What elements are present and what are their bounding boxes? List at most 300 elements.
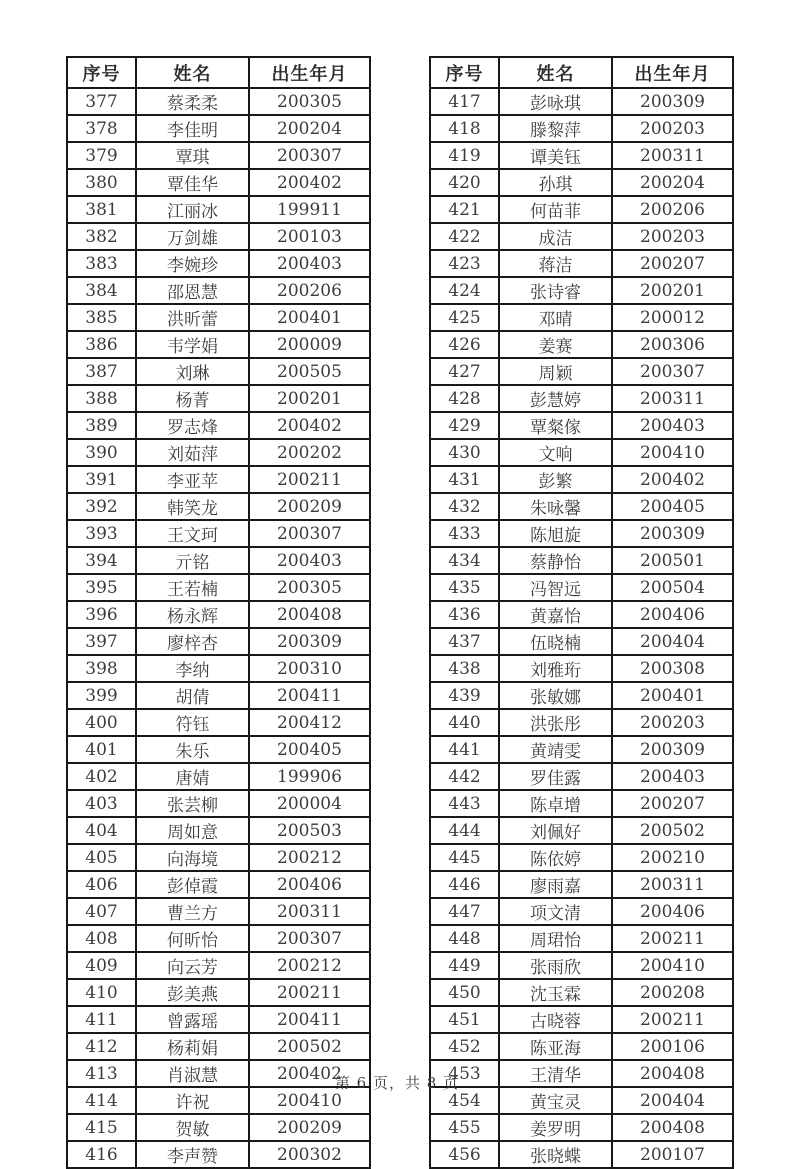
table-row <box>430 790 733 817</box>
table-row <box>430 844 733 871</box>
name-cell: 张诗睿 <box>499 277 612 304</box>
birthdate-cell: 200503 <box>249 817 370 844</box>
birthdate-cell: 200405 <box>249 736 370 763</box>
name-cell: 刘琳 <box>136 358 249 385</box>
name-cell: 王若楠 <box>136 574 249 601</box>
table-row <box>430 898 733 925</box>
birthdate-cell: 200310 <box>249 655 370 682</box>
serial-cell: 452 <box>430 1033 499 1060</box>
serial-cell: 410 <box>67 979 136 1006</box>
name-cell: 邵恩慧 <box>136 277 249 304</box>
table-row <box>67 1006 370 1033</box>
name-cell: 廖梓杏 <box>136 628 249 655</box>
birthdate-cell: 200308 <box>612 655 733 682</box>
serial-cell: 389 <box>67 412 136 439</box>
birthdate-cell: 200207 <box>612 790 733 817</box>
name-cell: 亓铭 <box>136 547 249 574</box>
serial-cell: 443 <box>430 790 499 817</box>
serial-cell: 428 <box>430 385 499 412</box>
serial-cell: 439 <box>430 682 499 709</box>
birthdate-cell: 200307 <box>249 520 370 547</box>
table-row <box>430 385 733 412</box>
birthdate-cell: 200302 <box>249 1141 370 1168</box>
serial-cell: 382 <box>67 223 136 250</box>
name-cell: 覃琪 <box>136 142 249 169</box>
table-row <box>430 520 733 547</box>
table-row <box>430 682 733 709</box>
birthdate-cell: 199911 <box>249 196 370 223</box>
name-cell: 贺敏 <box>136 1114 249 1141</box>
table-row <box>430 952 733 979</box>
name-cell: 成洁 <box>499 223 612 250</box>
birthdate-cell: 200207 <box>612 250 733 277</box>
birthdate-cell: 200309 <box>612 736 733 763</box>
name-cell: 陈亚海 <box>499 1033 612 1060</box>
birthdate-cell: 200309 <box>249 628 370 655</box>
birthdate-cell: 200406 <box>249 871 370 898</box>
serial-cell: 407 <box>67 898 136 925</box>
serial-cell: 396 <box>67 601 136 628</box>
name-cell: 李声赞 <box>136 1141 249 1168</box>
table-row <box>430 196 733 223</box>
birthdate-cell: 200311 <box>612 142 733 169</box>
name-cell: 胡倩 <box>136 682 249 709</box>
table-row <box>430 763 733 790</box>
column-header-birthdate: 出生年月 <box>249 57 370 88</box>
name-cell: 覃佳华 <box>136 169 249 196</box>
serial-cell: 446 <box>430 871 499 898</box>
birthdate-cell: 200406 <box>612 898 733 925</box>
name-cell: 沈玉霖 <box>499 979 612 1006</box>
birthdate-cell: 200210 <box>612 844 733 871</box>
serial-cell: 409 <box>67 952 136 979</box>
name-cell: 陈卓增 <box>499 790 612 817</box>
name-cell: 张敏娜 <box>499 682 612 709</box>
header-row <box>67 57 370 88</box>
serial-cell: 408 <box>67 925 136 952</box>
name-cell: 符钰 <box>136 709 249 736</box>
table-row <box>430 1141 733 1168</box>
name-cell: 彭咏琪 <box>499 88 612 115</box>
table-row <box>67 1141 370 1168</box>
birthdate-cell: 200403 <box>612 763 733 790</box>
name-cell: 江丽冰 <box>136 196 249 223</box>
table-row <box>67 520 370 547</box>
serial-cell: 417 <box>430 88 499 115</box>
table-row <box>430 574 733 601</box>
serial-cell: 455 <box>430 1114 499 1141</box>
name-cell: 朱乐 <box>136 736 249 763</box>
birthdate-cell: 200107 <box>612 1141 733 1168</box>
name-cell: 滕黎萍 <box>499 115 612 142</box>
serial-cell: 415 <box>67 1114 136 1141</box>
birthdate-cell: 200004 <box>249 790 370 817</box>
column-header-serial: 序号 <box>430 57 499 88</box>
serial-cell: 420 <box>430 169 499 196</box>
name-cell: 向海境 <box>136 844 249 871</box>
birthdate-cell: 200403 <box>249 547 370 574</box>
birthdate-cell: 200502 <box>612 817 733 844</box>
table-row <box>67 412 370 439</box>
serial-cell: 430 <box>430 439 499 466</box>
birthdate-cell: 200401 <box>249 304 370 331</box>
serial-cell: 437 <box>430 628 499 655</box>
column-header-name: 姓名 <box>136 57 249 88</box>
birthdate-cell: 200410 <box>612 439 733 466</box>
name-cell: 杨菁 <box>136 385 249 412</box>
birthdate-cell: 199906 <box>249 763 370 790</box>
serial-cell: 442 <box>430 763 499 790</box>
table-row <box>67 547 370 574</box>
birthdate-cell: 200403 <box>249 250 370 277</box>
table-row <box>67 331 370 358</box>
name-cell: 万剑雄 <box>136 223 249 250</box>
serial-cell: 405 <box>67 844 136 871</box>
serial-cell: 419 <box>430 142 499 169</box>
name-cell: 罗佳露 <box>499 763 612 790</box>
serial-cell: 421 <box>430 196 499 223</box>
name-cell: 向云芳 <box>136 952 249 979</box>
table-row <box>67 169 370 196</box>
name-cell: 蒋洁 <box>499 250 612 277</box>
table-row <box>67 466 370 493</box>
table-row <box>430 979 733 1006</box>
table-row <box>430 655 733 682</box>
serial-cell: 399 <box>67 682 136 709</box>
serial-cell: 454 <box>430 1087 499 1114</box>
name-cell: 王文珂 <box>136 520 249 547</box>
birthdate-cell: 200103 <box>249 223 370 250</box>
table-row <box>430 331 733 358</box>
name-cell: 黄靖雯 <box>499 736 612 763</box>
serial-cell: 434 <box>430 547 499 574</box>
table-row <box>67 196 370 223</box>
serial-cell: 429 <box>430 412 499 439</box>
name-cell: 姜罗明 <box>499 1114 612 1141</box>
serial-cell: 438 <box>430 655 499 682</box>
table-row <box>67 574 370 601</box>
table-row <box>430 1114 733 1141</box>
serial-cell: 383 <box>67 250 136 277</box>
name-cell: 何昕怡 <box>136 925 249 952</box>
birthdate-cell: 200402 <box>249 1060 370 1087</box>
name-cell: 李婉珍 <box>136 250 249 277</box>
table-row <box>67 628 370 655</box>
birthdate-cell: 200209 <box>249 493 370 520</box>
serial-cell: 386 <box>67 331 136 358</box>
name-cell: 彭繁 <box>499 466 612 493</box>
name-cell: 曹兰方 <box>136 898 249 925</box>
table-row <box>430 304 733 331</box>
table-row <box>430 871 733 898</box>
table-row <box>430 601 733 628</box>
birthdate-cell: 200209 <box>249 1114 370 1141</box>
birthdate-cell: 200311 <box>612 385 733 412</box>
birthdate-cell: 200309 <box>612 520 733 547</box>
table-row <box>67 736 370 763</box>
name-cell: 唐婧 <box>136 763 249 790</box>
birthdate-cell: 200203 <box>612 223 733 250</box>
serial-cell: 401 <box>67 736 136 763</box>
table-row <box>430 115 733 142</box>
table-row <box>67 115 370 142</box>
name-cell: 古晓蓉 <box>499 1006 612 1033</box>
serial-cell: 391 <box>67 466 136 493</box>
serial-cell: 387 <box>67 358 136 385</box>
birthdate-cell: 200307 <box>249 925 370 952</box>
name-cell: 韦学娟 <box>136 331 249 358</box>
serial-cell: 394 <box>67 547 136 574</box>
serial-cell: 378 <box>67 115 136 142</box>
table-row <box>430 439 733 466</box>
serial-cell: 431 <box>430 466 499 493</box>
name-cell: 文响 <box>499 439 612 466</box>
serial-cell: 412 <box>67 1033 136 1060</box>
name-cell: 谭美钰 <box>499 142 612 169</box>
birthdate-cell: 200502 <box>249 1033 370 1060</box>
birthdate-cell: 200211 <box>249 979 370 1006</box>
name-cell: 廖雨嘉 <box>499 871 612 898</box>
birthdate-cell: 200203 <box>612 115 733 142</box>
table-row <box>67 655 370 682</box>
name-cell: 肖淑慧 <box>136 1060 249 1087</box>
table-row <box>67 871 370 898</box>
table-row <box>430 925 733 952</box>
page-number-indicator: 第 6 页，共 8 页 <box>334 1074 460 1092</box>
birthdate-cell: 200408 <box>249 601 370 628</box>
table-row <box>67 277 370 304</box>
name-cell: 罗志烽 <box>136 412 249 439</box>
name-cell: 邓晴 <box>499 304 612 331</box>
birthdate-cell: 200402 <box>612 466 733 493</box>
name-cell: 彭美燕 <box>136 979 249 1006</box>
birthdate-cell: 200206 <box>612 196 733 223</box>
serial-cell: 416 <box>67 1141 136 1168</box>
birthdate-cell: 200411 <box>249 1006 370 1033</box>
birthdate-cell: 200505 <box>249 358 370 385</box>
serial-cell: 398 <box>67 655 136 682</box>
birthdate-cell: 200106 <box>612 1033 733 1060</box>
name-cell: 何苗菲 <box>499 196 612 223</box>
table-row <box>430 709 733 736</box>
serial-cell: 393 <box>67 520 136 547</box>
table-row <box>67 493 370 520</box>
serial-cell: 427 <box>430 358 499 385</box>
serial-cell: 392 <box>67 493 136 520</box>
table-row <box>67 763 370 790</box>
birthdate-cell: 200212 <box>249 952 370 979</box>
table-row <box>430 223 733 250</box>
table-row <box>430 277 733 304</box>
birthdate-cell: 200208 <box>612 979 733 1006</box>
serial-cell: 404 <box>67 817 136 844</box>
name-cell: 彭倬霞 <box>136 871 249 898</box>
serial-cell: 413 <box>67 1060 136 1087</box>
birthdate-cell: 200405 <box>612 493 733 520</box>
birthdate-cell: 200305 <box>249 574 370 601</box>
birthdate-cell: 200410 <box>612 952 733 979</box>
birthdate-cell: 200311 <box>249 898 370 925</box>
serial-cell: 411 <box>67 1006 136 1033</box>
name-cell: 周珺怡 <box>499 925 612 952</box>
table-row <box>67 250 370 277</box>
serial-cell: 450 <box>430 979 499 1006</box>
serial-cell: 436 <box>430 601 499 628</box>
name-cell: 陈依婷 <box>499 844 612 871</box>
name-cell: 黄宝灵 <box>499 1087 612 1114</box>
name-cell: 冯智远 <box>499 574 612 601</box>
birthdate-cell: 200212 <box>249 844 370 871</box>
table-row <box>430 736 733 763</box>
serial-cell: 418 <box>430 115 499 142</box>
serial-cell: 453 <box>430 1060 499 1087</box>
birthdate-cell: 200305 <box>249 88 370 115</box>
birthdate-cell: 200404 <box>612 1087 733 1114</box>
table-row <box>430 358 733 385</box>
name-cell: 曾露瑶 <box>136 1006 249 1033</box>
name-cell: 杨莉娟 <box>136 1033 249 1060</box>
birthdate-cell: 200311 <box>612 871 733 898</box>
name-cell: 韩笑龙 <box>136 493 249 520</box>
column-header-name: 姓名 <box>499 57 612 88</box>
birthdate-cell: 200309 <box>612 88 733 115</box>
column-header-serial: 序号 <box>67 57 136 88</box>
birthdate-cell: 200402 <box>249 412 370 439</box>
name-cell: 覃粲傢 <box>499 412 612 439</box>
name-cell: 洪昕蕾 <box>136 304 249 331</box>
serial-cell: 433 <box>430 520 499 547</box>
birthdate-cell: 200403 <box>612 412 733 439</box>
table-row <box>67 601 370 628</box>
birthdate-cell: 200211 <box>612 1006 733 1033</box>
birthdate-cell: 200307 <box>249 142 370 169</box>
table-row <box>430 628 733 655</box>
table-row <box>67 304 370 331</box>
name-cell: 孙琪 <box>499 169 612 196</box>
serial-cell: 423 <box>430 250 499 277</box>
column-header-birthdate: 出生年月 <box>612 57 733 88</box>
birthdate-cell: 200203 <box>612 709 733 736</box>
serial-cell: 390 <box>67 439 136 466</box>
table-row <box>430 466 733 493</box>
serial-cell: 384 <box>67 277 136 304</box>
table-row <box>67 925 370 952</box>
serial-cell: 381 <box>67 196 136 223</box>
serial-cell: 426 <box>430 331 499 358</box>
birthdate-cell: 200307 <box>612 358 733 385</box>
birthdate-cell: 200408 <box>612 1060 733 1087</box>
table-row <box>67 682 370 709</box>
table-row <box>67 142 370 169</box>
table-row <box>430 547 733 574</box>
serial-cell: 380 <box>67 169 136 196</box>
birthdate-cell: 200204 <box>612 169 733 196</box>
serial-cell: 444 <box>430 817 499 844</box>
table-row <box>430 493 733 520</box>
table-row <box>67 385 370 412</box>
birthdate-cell: 200501 <box>612 547 733 574</box>
serial-cell: 403 <box>67 790 136 817</box>
table-row <box>67 223 370 250</box>
serial-cell: 397 <box>67 628 136 655</box>
table-row <box>67 817 370 844</box>
serial-cell: 377 <box>67 88 136 115</box>
name-cell: 周如意 <box>136 817 249 844</box>
serial-cell: 435 <box>430 574 499 601</box>
serial-cell: 447 <box>430 898 499 925</box>
name-cell: 张芸柳 <box>136 790 249 817</box>
name-cell: 周颖 <box>499 358 612 385</box>
name-cell: 蔡柔柔 <box>136 88 249 115</box>
birthdate-cell: 200206 <box>249 277 370 304</box>
birthdate-cell: 200009 <box>249 331 370 358</box>
name-cell: 朱咏馨 <box>499 493 612 520</box>
serial-cell: 400 <box>67 709 136 736</box>
name-cell: 陈旭旋 <box>499 520 612 547</box>
serial-cell: 395 <box>67 574 136 601</box>
table-row <box>430 1006 733 1033</box>
name-cell: 项文清 <box>499 898 612 925</box>
birthdate-cell: 200411 <box>249 682 370 709</box>
name-cell: 蔡静怡 <box>499 547 612 574</box>
birthdate-cell: 200204 <box>249 115 370 142</box>
table-row <box>430 412 733 439</box>
table-row <box>67 790 370 817</box>
birthdate-cell: 200202 <box>249 439 370 466</box>
name-cell: 黄嘉怡 <box>499 601 612 628</box>
serial-cell: 440 <box>430 709 499 736</box>
birthdate-cell: 200406 <box>612 601 733 628</box>
serial-cell: 445 <box>430 844 499 871</box>
serial-cell: 424 <box>430 277 499 304</box>
birthdate-cell: 200201 <box>612 277 733 304</box>
birthdate-cell: 200201 <box>249 385 370 412</box>
birthdate-cell: 200211 <box>249 466 370 493</box>
name-cell: 张雨欣 <box>499 952 612 979</box>
table-row <box>430 88 733 115</box>
table-row <box>67 898 370 925</box>
name-cell: 伍晓楠 <box>499 628 612 655</box>
birthdate-cell: 200401 <box>612 682 733 709</box>
table-row <box>430 169 733 196</box>
roster-table-left <box>66 56 371 1169</box>
table-row <box>67 709 370 736</box>
serial-cell: 456 <box>430 1141 499 1168</box>
serial-cell: 422 <box>430 223 499 250</box>
serial-cell: 388 <box>67 385 136 412</box>
name-cell: 刘茹萍 <box>136 439 249 466</box>
birthdate-cell: 200012 <box>612 304 733 331</box>
table-row <box>430 817 733 844</box>
table-row <box>67 952 370 979</box>
table-row <box>430 1033 733 1060</box>
serial-cell: 432 <box>430 493 499 520</box>
serial-cell: 449 <box>430 952 499 979</box>
birthdate-cell: 200412 <box>249 709 370 736</box>
serial-cell: 441 <box>430 736 499 763</box>
name-cell: 刘佩好 <box>499 817 612 844</box>
serial-cell: 406 <box>67 871 136 898</box>
serial-cell: 451 <box>430 1006 499 1033</box>
serial-cell: 385 <box>67 304 136 331</box>
birthdate-cell: 200404 <box>612 628 733 655</box>
roster-table-right <box>429 56 734 1169</box>
table-row <box>67 358 370 385</box>
table-row <box>430 250 733 277</box>
birthdate-cell: 200211 <box>612 925 733 952</box>
name-cell: 李佳明 <box>136 115 249 142</box>
name-cell: 刘雅珩 <box>499 655 612 682</box>
